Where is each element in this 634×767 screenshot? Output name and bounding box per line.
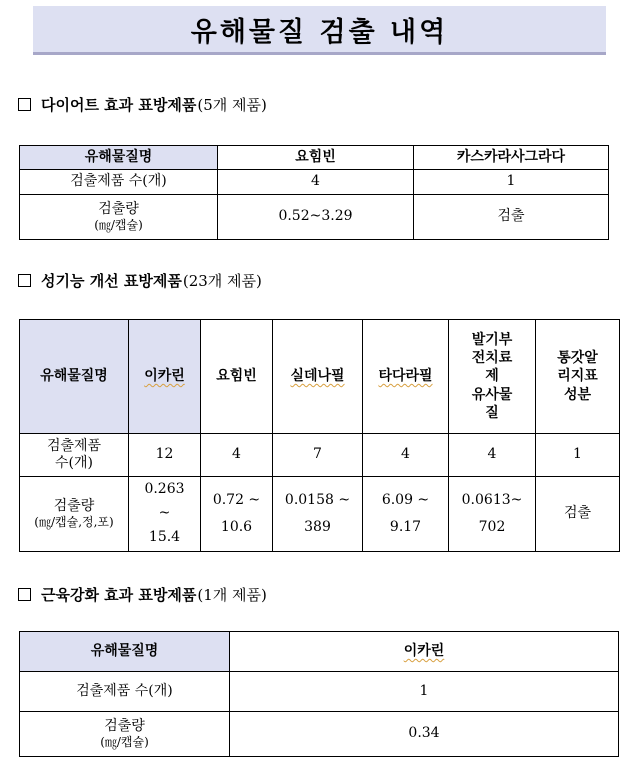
row-label-line: 검출제품: [46, 438, 102, 455]
column-header: 요힘빈: [201, 320, 273, 434]
column-header: 타다라필: [378, 367, 433, 384]
section-heading-main: 성기능 개선 표방제품: [41, 272, 182, 290]
square-bullet-icon: [18, 274, 31, 287]
section-heading-main: 근육강화 효과 표방제품: [41, 586, 197, 604]
table-cell: 1: [536, 434, 620, 477]
table-row: [20, 672, 619, 712]
table-cell: 7: [273, 434, 363, 477]
table-cell: 4: [218, 170, 414, 195]
row-label: 검출제품 수(개): [20, 170, 218, 195]
page-title: 유해물질 검출 내역: [190, 16, 449, 48]
table-cell: 4: [201, 434, 273, 477]
row-label: [20, 712, 230, 757]
table-row: [20, 195, 609, 240]
column-header: 카스카라사그라다: [414, 146, 609, 170]
row-label-unit: (㎎/캡슐): [94, 218, 143, 233]
column-header: 발기부 전치료 제 유사물 질: [449, 320, 536, 434]
column-header: 요힘빈: [218, 146, 414, 170]
table-cell: 0.263 ~ 15.4: [129, 477, 201, 552]
table-row: [20, 170, 609, 195]
row-label-unit: (㎎/캡슐): [100, 735, 149, 750]
row-label-unit: (㎎/캡슐,정,포): [34, 515, 114, 530]
row-label-line: 수(개): [55, 455, 93, 471]
section-heading-sexual: [18, 270, 262, 291]
row-label: [20, 477, 129, 552]
section-heading-diet: [18, 94, 267, 115]
table-row: [20, 320, 620, 434]
diet-table: [19, 145, 609, 240]
header-cell: 유해물질명: [20, 320, 129, 434]
section-heading-paren: (1개 제품): [197, 586, 267, 604]
section-heading-muscle: [18, 584, 267, 605]
table-row: [20, 712, 619, 757]
column-header: 실데나필: [290, 367, 345, 384]
table-cell: 검출: [414, 195, 609, 240]
table-cell: 검출: [536, 477, 620, 552]
table-cell: 0.52~3.29: [218, 195, 414, 240]
header-cell: 유해물질명: [20, 632, 230, 672]
table-row: [20, 632, 619, 672]
section-heading-main: 다이어트 효과 표방제품: [41, 96, 197, 114]
square-bullet-icon: [18, 588, 31, 601]
table-cell: 0.34: [230, 712, 619, 757]
table-cell: 0.0613~ 702: [449, 477, 536, 552]
title-bar: [33, 6, 606, 55]
table-cell: 4: [363, 434, 449, 477]
column-header: 통갓알 리지표 성분: [536, 320, 620, 434]
row-label-line: 검출량: [53, 498, 95, 515]
square-bullet-icon: [18, 98, 31, 111]
row-label-line: 검출량: [98, 201, 139, 218]
table-cell: 1: [230, 672, 619, 712]
column-header: 이카린: [144, 367, 185, 384]
header-cell: 유해물질명: [20, 146, 218, 170]
section-heading-paren: (5개 제품): [197, 96, 267, 114]
table-row: [20, 146, 609, 170]
table-cell: 0.0158 ~ 389: [273, 477, 363, 552]
table-row: [20, 434, 620, 477]
section-heading-paren: (23개 제품): [182, 272, 262, 290]
row-label: [20, 195, 218, 240]
table-cell: 4: [449, 434, 536, 477]
row-label: 검출제품 수(개): [20, 672, 230, 712]
table-cell: 1: [414, 170, 609, 195]
table-cell: 12: [129, 434, 201, 477]
column-header: 이카린: [403, 642, 445, 659]
table-row: [20, 477, 620, 552]
row-label-line: 검출량: [104, 718, 145, 735]
table-cell: 0.72 ~ 10.6: [201, 477, 273, 552]
row-label: [20, 434, 129, 477]
table-cell: 6.09 ~ 9.17: [363, 477, 449, 552]
muscle-table: [19, 631, 619, 757]
sexual-table: [19, 319, 620, 552]
